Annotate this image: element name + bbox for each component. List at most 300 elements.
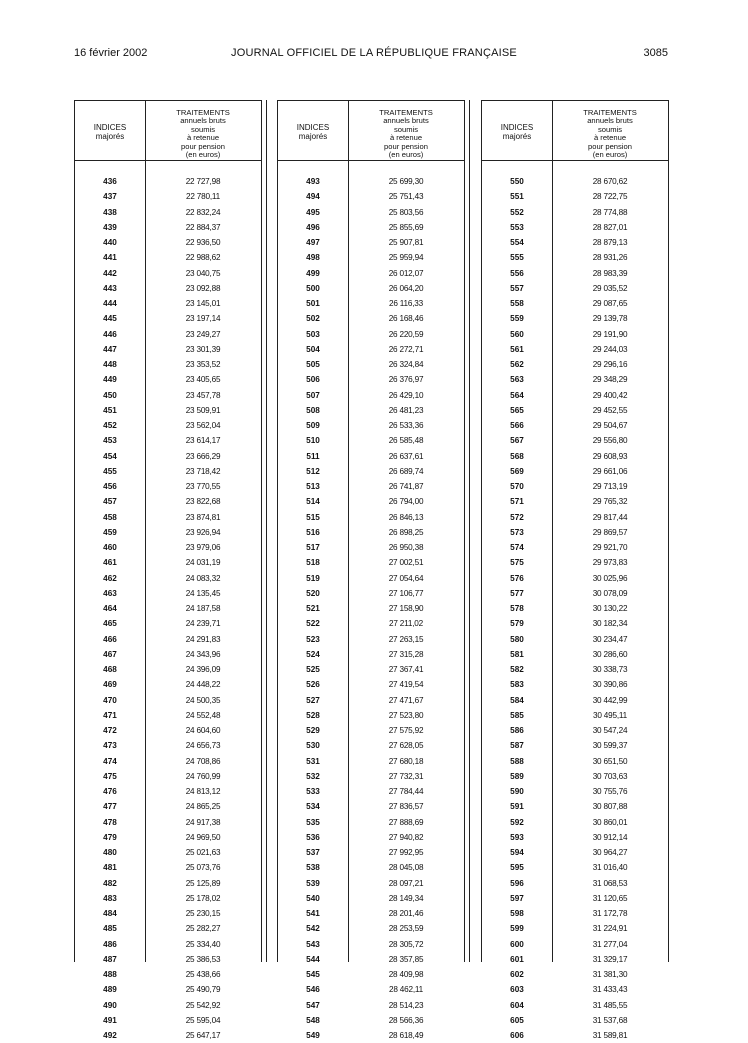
salary-cell: 31 485,55 — [592, 1000, 628, 1010]
table-row — [482, 738, 668, 753]
index-cell: 488 — [103, 970, 117, 979]
table-row — [278, 906, 464, 921]
table-row — [278, 708, 464, 723]
table-row — [278, 1013, 464, 1028]
salary-cell: 27 992,95 — [388, 848, 424, 857]
salary-cell: 30 651,50 — [592, 756, 628, 766]
index-cell: 588 — [510, 756, 524, 766]
index-cell: 541 — [306, 909, 320, 918]
salary-cell: 23 614,17 — [185, 436, 221, 446]
salary-cell: 30 390,86 — [592, 680, 628, 690]
salary-cell: 26 585,48 — [388, 436, 424, 446]
header-line: TRAITEMENTS — [176, 108, 230, 117]
table-row — [75, 311, 261, 326]
table-row — [278, 174, 464, 189]
table-row — [278, 464, 464, 479]
header-rule — [482, 160, 668, 161]
table-row — [278, 281, 464, 296]
index-cell: 437 — [103, 192, 117, 202]
salary-cell: 30 442,99 — [592, 695, 628, 705]
index-cell: 446 — [103, 329, 117, 339]
table-row — [75, 876, 261, 891]
salary-cell: 23 092,88 — [185, 283, 221, 293]
salary-cell: 27 471,67 — [388, 695, 424, 705]
index-cell: 579 — [510, 619, 524, 629]
table-row — [75, 1028, 261, 1043]
table-row — [278, 784, 464, 799]
salary-column-header — [145, 109, 261, 159]
index-cell: 594 — [510, 848, 524, 857]
index-cell: 447 — [103, 344, 117, 354]
salary-cell: 25 803,56 — [388, 207, 424, 217]
index-cell: 515 — [306, 512, 320, 522]
header-line: soumis — [597, 124, 623, 134]
salary-cell: 29 765,32 — [592, 497, 628, 507]
table-row — [482, 403, 668, 418]
index-cell: 565 — [510, 405, 524, 415]
salary-cell: 27 263,15 — [388, 634, 424, 644]
table-row — [75, 1013, 261, 1028]
index-cell: 521 — [306, 604, 320, 613]
index-cell: 555 — [510, 253, 524, 263]
table-row — [278, 769, 464, 784]
salary-cell: 22 780,11 — [185, 192, 220, 202]
salary-cell: 27 106,77 — [388, 588, 424, 598]
salary-cell: 23 874,81 — [185, 512, 221, 522]
salary-cell: 24 552,48 — [185, 710, 221, 720]
table-row — [482, 662, 668, 677]
salary-cell: 26 898,25 — [388, 527, 424, 537]
salary-cell: 28 097,21 — [388, 878, 424, 888]
table-row — [482, 891, 668, 906]
index-cell: 453 — [103, 436, 117, 446]
index-cell: 444 — [103, 299, 117, 308]
table-row — [75, 205, 261, 220]
salary-cell: 26 689,74 — [388, 466, 424, 476]
table-row — [75, 555, 261, 570]
table-row — [75, 296, 261, 311]
salary-cell: 22 988,62 — [185, 253, 221, 263]
index-cell: 497 — [306, 238, 320, 247]
index-cell: 520 — [306, 588, 320, 598]
index-cell: 472 — [103, 726, 117, 735]
index-cell: 459 — [103, 527, 117, 537]
table-row — [278, 372, 464, 387]
table-row — [482, 479, 668, 494]
index-cell: 584 — [510, 695, 524, 705]
index-cell: 464 — [103, 604, 117, 613]
salary-cell: 31 120,65 — [592, 893, 628, 903]
index-cell: 462 — [103, 573, 117, 583]
table-row — [278, 662, 464, 677]
salary-cell: 22 727,98 — [185, 177, 221, 186]
salary-cell: 30 703,63 — [592, 771, 628, 781]
salary-cell: 31 068,53 — [592, 878, 628, 888]
salary-cell: 26 168,46 — [388, 314, 424, 324]
table-row — [482, 342, 668, 357]
table-row — [278, 1028, 464, 1043]
index-cell: 558 — [510, 299, 524, 308]
salary-cell: 26 741,87 — [388, 482, 424, 491]
salary-cell: 23 249,27 — [185, 329, 221, 339]
index-cell: 582 — [510, 665, 524, 674]
index-cell: 571 — [510, 497, 524, 507]
index-cell: 589 — [510, 771, 524, 781]
salary-cell: 27 367,41 — [388, 665, 424, 674]
table-row — [278, 433, 464, 448]
salary-cell: 28 722,75 — [592, 192, 628, 202]
table-row — [482, 967, 668, 982]
table-row — [482, 952, 668, 967]
header-line: TRAITEMENTS — [583, 108, 637, 117]
index-cell: 455 — [103, 466, 117, 476]
table-row — [482, 327, 668, 342]
table-row — [278, 677, 464, 692]
table-row — [278, 632, 464, 647]
table-row — [75, 860, 261, 875]
index-cell: 513 — [306, 482, 320, 491]
index-cell: 496 — [306, 222, 320, 232]
header-line: (en euros) — [388, 150, 424, 160]
index-cell: 575 — [510, 558, 524, 568]
salary-cell: 30 130,22 — [592, 604, 628, 613]
salary-cell: 25 021,63 — [185, 848, 221, 857]
index-cell: 471 — [103, 710, 117, 720]
table-row — [278, 693, 464, 708]
index-cell: 507 — [306, 390, 320, 400]
index-cell: 583 — [510, 680, 524, 690]
index-cell: 439 — [103, 222, 117, 232]
salary-cell: 27 836,57 — [388, 802, 424, 812]
table-row — [278, 723, 464, 738]
salary-cell: 28 827,01 — [592, 222, 628, 232]
salary-cell: 27 419,54 — [388, 680, 424, 690]
table-row — [482, 616, 668, 631]
salary-cell: 25 334,40 — [185, 939, 221, 949]
salary-cell: 27 680,18 — [388, 756, 424, 766]
index-cell: 460 — [103, 543, 117, 552]
salary-cell: 30 860,01 — [592, 817, 628, 827]
table-row — [75, 799, 261, 814]
index-cell: 518 — [306, 558, 320, 568]
salary-cell: 28 983,39 — [592, 268, 628, 278]
table-panel — [277, 100, 464, 1040]
salary-cell: 27 315,28 — [388, 649, 424, 659]
salary-cell: 28 670,62 — [592, 177, 628, 186]
salary-cell: 25 490,79 — [185, 985, 221, 995]
indices-column-header — [278, 123, 348, 141]
table-row — [75, 632, 261, 647]
table-row — [278, 510, 464, 525]
salary-cell: 24 187,58 — [185, 604, 221, 613]
table-row — [75, 510, 261, 525]
table-row — [75, 952, 261, 967]
table-row — [278, 738, 464, 753]
table-row — [278, 189, 464, 204]
salary-cell: 28 149,34 — [388, 893, 424, 903]
index-cell: 509 — [306, 421, 320, 430]
header-line: majorés — [95, 132, 125, 141]
table-row — [482, 723, 668, 738]
table-row — [75, 845, 261, 860]
table-row — [278, 479, 464, 494]
index-cell: 527 — [306, 695, 320, 705]
index-cell: 477 — [103, 802, 117, 812]
salary-cell: 30 286,60 — [592, 649, 628, 659]
indices-column-header — [75, 123, 145, 141]
table-row — [278, 357, 464, 372]
index-cell: 489 — [103, 985, 117, 995]
salary-cell: 26 637,61 — [388, 451, 424, 461]
table-row — [482, 677, 668, 692]
salary-cell: 24 813,12 — [185, 787, 221, 796]
table-row — [482, 250, 668, 265]
table-row — [278, 571, 464, 586]
table-row — [75, 647, 261, 662]
header-title: JOURNAL OFFICIEL DE LA RÉPUBLIQUE FRANÇAISE — [231, 47, 517, 59]
table-row — [482, 586, 668, 601]
table-row — [278, 235, 464, 250]
salary-cell: 25 230,15 — [185, 909, 221, 918]
header-line: à retenue — [389, 133, 423, 143]
index-cell: 601 — [510, 954, 524, 964]
salary-cell: 29 817,44 — [592, 512, 628, 522]
salary-cell: 27 054,64 — [388, 573, 424, 583]
table-row — [75, 998, 261, 1013]
salary-cell: 28 931,26 — [592, 253, 628, 263]
table-row — [482, 799, 668, 814]
salary-cell: 28 774,88 — [592, 207, 628, 217]
salary-cell: 23 040,75 — [185, 268, 221, 278]
table-row — [75, 357, 261, 372]
index-cell: 492 — [103, 1031, 117, 1040]
salary-cell: 30 338,73 — [592, 665, 628, 674]
index-cell: 441 — [103, 253, 117, 263]
salary-cell: 28 253,59 — [388, 924, 424, 934]
table-row — [278, 860, 464, 875]
salary-cell: 24 083,32 — [185, 573, 221, 583]
salary-cell: 24 396,09 — [185, 665, 221, 674]
index-cell: 560 — [510, 329, 524, 339]
table-row — [278, 876, 464, 891]
index-cell: 590 — [510, 787, 524, 796]
salary-cell: 26 220,59 — [388, 329, 424, 339]
page-number: 3085 — [643, 47, 668, 59]
table-row — [482, 693, 668, 708]
table-row — [75, 525, 261, 540]
table-row — [482, 235, 668, 250]
index-cell: 514 — [306, 497, 320, 507]
table-row — [482, 754, 668, 769]
index-cell: 598 — [510, 909, 524, 918]
salary-cell: 29 921,70 — [592, 543, 628, 552]
header-line: majorés — [298, 132, 328, 141]
indices-column-header — [482, 123, 552, 141]
index-cell: 578 — [510, 604, 524, 613]
index-cell: 473 — [103, 741, 117, 751]
table-row — [482, 266, 668, 281]
table-row — [75, 281, 261, 296]
salary-cell: 22 832,24 — [185, 207, 221, 217]
table-row — [482, 998, 668, 1013]
table-row — [482, 845, 668, 860]
table-row — [278, 342, 464, 357]
table-row — [75, 708, 261, 723]
header-rule — [278, 160, 464, 161]
index-cell: 463 — [103, 588, 117, 598]
salary-cell: 30 599,37 — [592, 741, 628, 751]
table-row — [278, 967, 464, 982]
table-row — [482, 632, 668, 647]
index-cell: 545 — [306, 970, 320, 979]
index-cell: 470 — [103, 695, 117, 705]
index-cell: 602 — [510, 970, 524, 979]
salary-cell: 31 433,43 — [592, 985, 628, 995]
index-cell: 469 — [103, 680, 117, 690]
index-cell: 547 — [306, 1000, 320, 1010]
header-line: annuels bruts — [383, 116, 429, 126]
index-cell: 596 — [510, 878, 524, 888]
table-row — [75, 616, 261, 631]
header-line: INDICES — [93, 123, 127, 132]
salary-cell: 27 940,82 — [388, 832, 424, 842]
table-row — [278, 220, 464, 235]
header-line: INDICES — [296, 123, 330, 132]
index-cell: 526 — [306, 680, 320, 690]
index-cell: 591 — [510, 802, 524, 812]
table-separator — [469, 100, 470, 962]
salary-cell: 29 400,42 — [592, 390, 628, 400]
index-cell: 504 — [306, 344, 320, 354]
salary-cell: 22 884,37 — [185, 222, 221, 232]
table-row — [278, 937, 464, 952]
salary-cell: 29 348,29 — [592, 375, 628, 385]
index-cell: 443 — [103, 283, 117, 293]
table-row — [482, 494, 668, 509]
table-row — [75, 906, 261, 921]
salary-cell: 29 035,52 — [592, 283, 628, 293]
salary-cell: 24 135,45 — [185, 588, 221, 598]
table-row — [75, 830, 261, 845]
header-line: annuels bruts — [180, 116, 226, 126]
table-row — [482, 525, 668, 540]
salary-cell: 28 305,72 — [388, 939, 424, 949]
table-row — [482, 205, 668, 220]
header-line: majorés — [502, 132, 532, 141]
salary-cell: 28 618,49 — [388, 1031, 424, 1040]
table-row — [482, 906, 668, 921]
salary-cell: 25 959,94 — [388, 253, 424, 263]
index-cell: 493 — [306, 177, 320, 186]
salary-cell: 26 533,36 — [388, 421, 424, 430]
header-line: pour pension — [181, 141, 225, 151]
salary-cell: 30 912,14 — [592, 832, 628, 842]
salary-cell: 26 794,00 — [388, 497, 424, 507]
index-cell: 552 — [510, 207, 524, 217]
table-row — [75, 754, 261, 769]
index-cell: 604 — [510, 1000, 524, 1010]
index-cell: 556 — [510, 268, 524, 278]
index-cell: 553 — [510, 222, 524, 232]
table-row — [278, 250, 464, 265]
salary-cell: 28 462,11 — [388, 985, 423, 995]
header-line: pour pension — [384, 141, 428, 151]
table-row — [75, 479, 261, 494]
index-cell: 592 — [510, 817, 524, 827]
salary-cell: 24 031,19 — [185, 558, 221, 568]
salary-cell: 27 523,80 — [388, 710, 424, 720]
index-cell: 539 — [306, 878, 320, 888]
table-row — [482, 388, 668, 403]
table-row — [482, 937, 668, 952]
salary-cell: 26 324,84 — [388, 360, 424, 369]
index-cell: 481 — [103, 863, 117, 873]
index-cell: 458 — [103, 512, 117, 522]
salary-cell: 30 755,76 — [592, 787, 628, 796]
index-cell: 522 — [306, 619, 320, 629]
header-rule — [75, 160, 261, 161]
table-row — [482, 174, 668, 189]
salary-cell: 23 822,68 — [185, 497, 221, 507]
table-row — [75, 921, 261, 936]
salary-cell: 28 357,85 — [388, 954, 424, 964]
index-cell: 597 — [510, 893, 524, 903]
header-line: (en euros) — [185, 150, 221, 160]
salary-cell: 23 457,78 — [185, 390, 221, 400]
table-row — [75, 540, 261, 555]
salary-cell: 24 917,38 — [185, 817, 221, 827]
table-row — [482, 296, 668, 311]
table-row — [75, 342, 261, 357]
index-cell: 476 — [103, 787, 117, 796]
table-row — [75, 738, 261, 753]
index-cell: 494 — [306, 192, 320, 202]
index-cell: 502 — [306, 314, 320, 324]
index-cell: 587 — [510, 741, 524, 751]
salary-cell: 31 537,68 — [592, 1015, 628, 1025]
salary-cell: 24 343,96 — [185, 649, 221, 659]
index-cell: 533 — [306, 787, 320, 796]
salary-cell: 23 405,65 — [185, 375, 221, 385]
index-cell: 503 — [306, 329, 320, 339]
index-cell: 485 — [103, 924, 117, 934]
table-row — [278, 540, 464, 555]
index-cell: 534 — [306, 802, 320, 812]
salary-cell: 31 381,30 — [592, 970, 628, 979]
table-row — [75, 784, 261, 799]
table-row — [278, 555, 464, 570]
index-cell: 465 — [103, 619, 117, 629]
index-cell: 461 — [103, 558, 117, 568]
table-row — [75, 174, 261, 189]
header-line: soumis — [393, 124, 419, 134]
salary-cell: 28 566,36 — [388, 1015, 424, 1025]
table-row — [75, 571, 261, 586]
index-cell: 506 — [306, 375, 320, 385]
table-right-border — [261, 100, 262, 962]
salary-cell: 23 509,91 — [185, 405, 221, 415]
salary-cell: 29 869,57 — [592, 527, 628, 537]
index-cell: 508 — [306, 405, 320, 415]
salary-cell: 26 116,33 — [388, 299, 423, 308]
salary-cell: 25 699,30 — [388, 177, 424, 186]
salary-cell: 23 562,04 — [185, 421, 221, 430]
table-row — [278, 952, 464, 967]
table-row — [278, 845, 464, 860]
salary-cell: 24 239,71 — [185, 619, 221, 629]
index-cell: 449 — [103, 375, 117, 385]
index-cell: 580 — [510, 634, 524, 644]
